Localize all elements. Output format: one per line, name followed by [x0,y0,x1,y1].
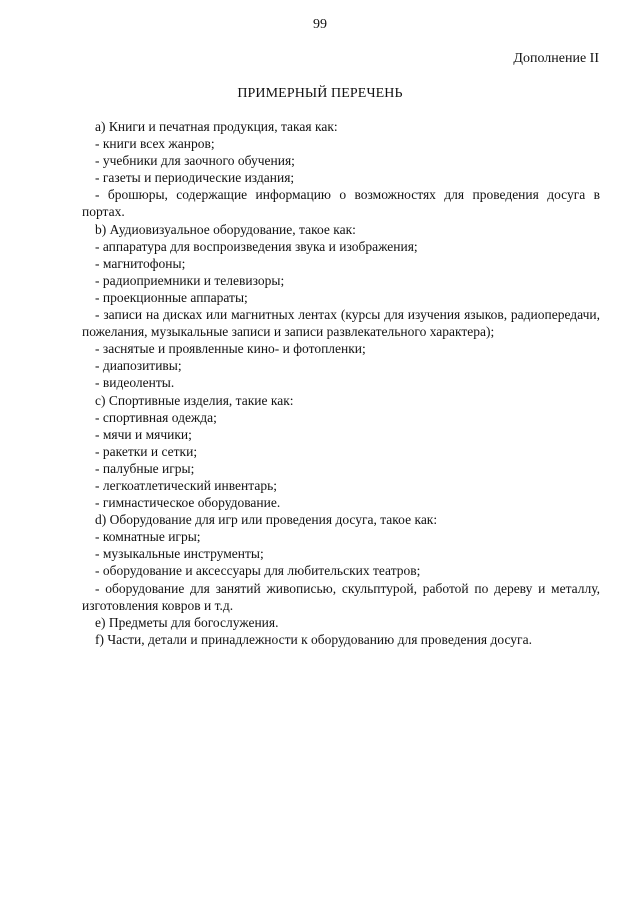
section-heading-f: f) Части, детали и принадлежности к оборудованию для проведения досуга. [95,631,532,647]
section-heading-b: b) Аудиовизуальное оборудование, такое как: [95,221,356,237]
appendix-label: Дополнение II [513,51,599,66]
list-item: - радиоприемники и телевизоры; [95,272,285,288]
list-item: - газеты и периодические издания; [95,170,295,186]
list-item: - спортивная одежда; [95,409,217,425]
list-item: - ракетки и сетки; [95,443,198,459]
list-item: - книги всех жанров; [95,136,215,152]
list-item: - магнитофоны; [95,255,186,271]
section-heading-e: е) Предметы для богослужения. [95,614,279,630]
list-item: - мячи и мячики; [95,426,192,442]
list-item: - учебники для заочного обучения; [95,153,295,169]
section-heading-a: а) Книги и печатная продукция, такая как: [95,119,338,134]
page-title: ПРИМЕРНЫЙ ПЕРЕЧЕНЬ [237,86,403,101]
list-item: - записи на дисках или магнитных лентах (курсы для изучения языков, радиопередачи, пожелания, музыкальные записи и записи развлекательного характера); [82,307,600,340]
list-item: - проекционные аппараты; [95,289,248,305]
list-item: - оборудование для занятий живописью, скульптурой, работой по дереву и металлу, изготовления ковров и т.д. [82,580,600,613]
list-item: - музыкальные инструменты; [95,546,264,562]
list-item: - видеоленты. [95,375,175,391]
list-body [82,118,600,648]
page-number: 99 [313,17,327,32]
list-item: - комнатные игры; [95,529,201,545]
list-item: - палубные игры; [95,460,195,476]
section-heading-c: с) Спортивные изделия, такие как: [95,392,294,408]
list-item: - диапозитивы; [95,358,182,374]
list-item: - оборудование и аксессуары для любительских театров; [95,563,421,579]
list-item: - заснятые и проявленные кино- и фотопленки; [95,341,366,357]
section-heading-d: d) Оборудование для игр или проведения досуга, такое как: [95,512,438,528]
list-item: - аппаратура для воспроизведения звука и изображения; [95,238,418,254]
list-item: - гимнастическое оборудование. [95,495,281,511]
list-item: - легкоатлетический инвентарь; [95,477,277,493]
list-item: - брошюры, содержащие информацию о возможностях для проведения досуга в портах. [82,187,600,220]
